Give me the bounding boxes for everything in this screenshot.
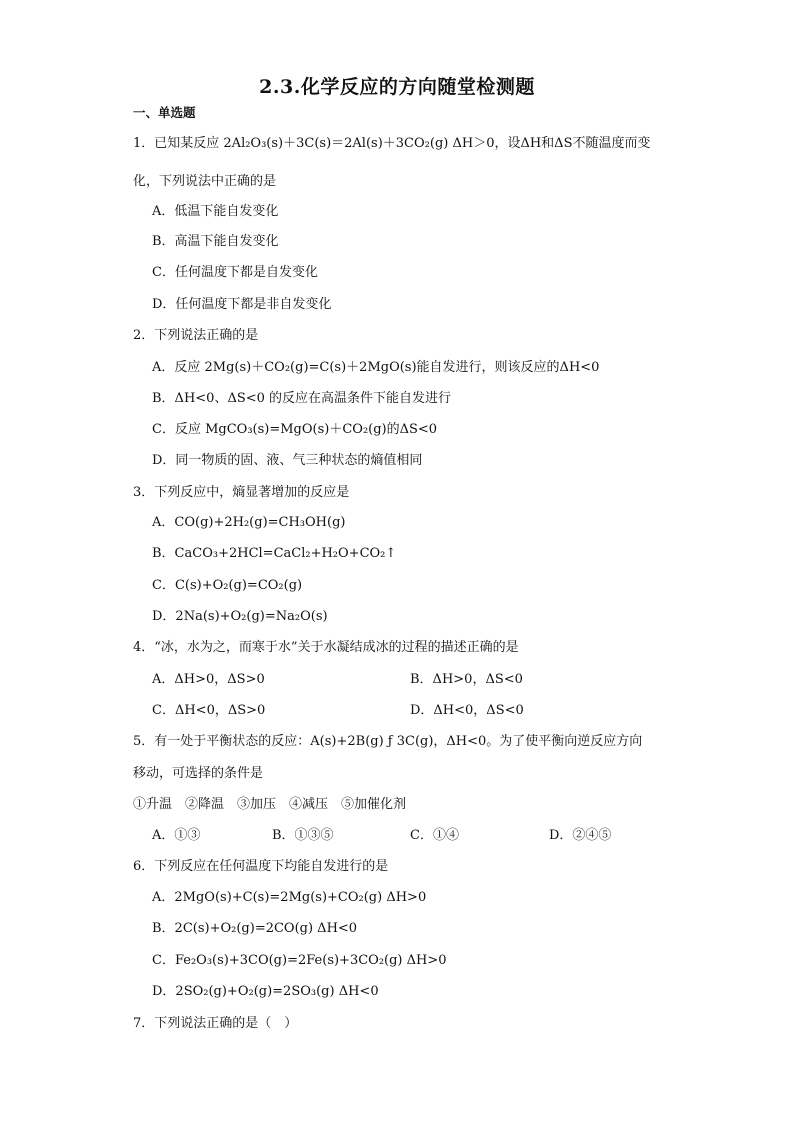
question-7-stem: 7．下列说法正确的是（ ）	[133, 1016, 298, 1031]
question-6-option-c: C．Fe₂O₃(s)+3CO(g)=2Fe(s)+3CO₂(g) ΔH>0	[152, 953, 447, 968]
question-3-stem: 3．下列反应中，熵显著增加的反应是	[133, 485, 350, 500]
question-4-stem: 4．“冰，水为之，而寒于水”关于水凝结成冰的过程的描述正确的是	[133, 640, 519, 655]
question-2-option-a: A．反应 2Mg(s)＋CO₂(g)=C(s)＋2MgO(s)能自发进行，则该反应的ΔH<0	[152, 360, 600, 375]
question-1-option-d: D．任何温度下都是非自发变化	[152, 297, 332, 312]
page-title: 2.3.化学反应的方向随堂检测题	[259, 76, 535, 98]
question-2-option-b: B．ΔH<0、ΔS<0 的反应在高温条件下能自发进行	[152, 391, 452, 406]
question-5-stem-line2: 移动，可选择的条件是	[133, 766, 264, 781]
question-6-option-a: A．2MgO(s)+C(s)=2Mg(s)+CO₂(g) ΔH>0	[152, 890, 427, 905]
question-1-option-c: C．任何温度下都是自发变化	[152, 265, 318, 280]
question-5-option-c: C．①④	[410, 828, 459, 843]
section-heading: 一、单选题	[133, 105, 196, 120]
question-2-option-c: C．反应 MgCO₃(s)=MgO(s)＋CO₂(g)的ΔS<0	[152, 422, 438, 437]
question-5-option-b: B．①③⑤	[272, 828, 334, 843]
question-5-option-d: D．②④⑤	[549, 828, 612, 843]
question-3-option-d: D．2Na(s)+O₂(g)=Na₂O(s)	[152, 609, 328, 624]
question-6-option-d: D．2SO₂(g)+O₂(g)=2SO₃(g) ΔH<0	[152, 984, 379, 999]
question-4-option-b: B．ΔH>0，ΔS<0	[410, 672, 523, 687]
question-3-option-c: C．C(s)+O₂(g)=CO₂(g)	[152, 578, 303, 593]
question-6-option-b: B．2C(s)+O₂(g)=2CO(g) ΔH<0	[152, 921, 358, 936]
question-5-conditions: ①升温 ②降温 ③加压 ④减压 ⑤加催化剂	[133, 797, 407, 812]
question-3-option-b: B．CaCO₃+2HCl=CaCl₂+H₂O+CO₂↑	[152, 546, 397, 561]
question-4-option-c: C．ΔH<0，ΔS>0	[152, 703, 266, 718]
question-1-stem-line2: 化，下列说法中正确的是	[133, 174, 277, 189]
question-3-option-a: A．CO(g)+2H₂(g)=CH₃OH(g)	[152, 515, 346, 530]
question-2-option-d: D．同一物质的固、液、气三种状态的熵值相同	[152, 453, 423, 468]
question-4-option-a: A．ΔH>0，ΔS>0	[152, 672, 265, 687]
question-6-stem: 6．下列反应在任何温度下均能自发进行的是	[133, 859, 389, 874]
question-1-option-b: B．高温下能自发变化	[152, 234, 279, 249]
question-5-option-a: A．①③	[152, 828, 201, 843]
question-5-stem-line1: 5．有一处于平衡状态的反应：A(s)+2B(g) ƒ 3C(g)，ΔH<0。为了使平衡向逆反应方向	[133, 734, 643, 749]
question-2-stem: 2．下列说法正确的是	[133, 328, 259, 343]
question-4-option-d: D．ΔH<0，ΔS<0	[410, 703, 524, 718]
question-1-stem-line1: 1．已知某反应 2Al₂O₃(s)＋3C(s)＝2Al(s)＋3CO₂(g) ΔH＞0，设ΔH和ΔS不随温度而变	[133, 136, 651, 151]
question-1-option-a: A．低温下能自发变化	[152, 204, 279, 219]
